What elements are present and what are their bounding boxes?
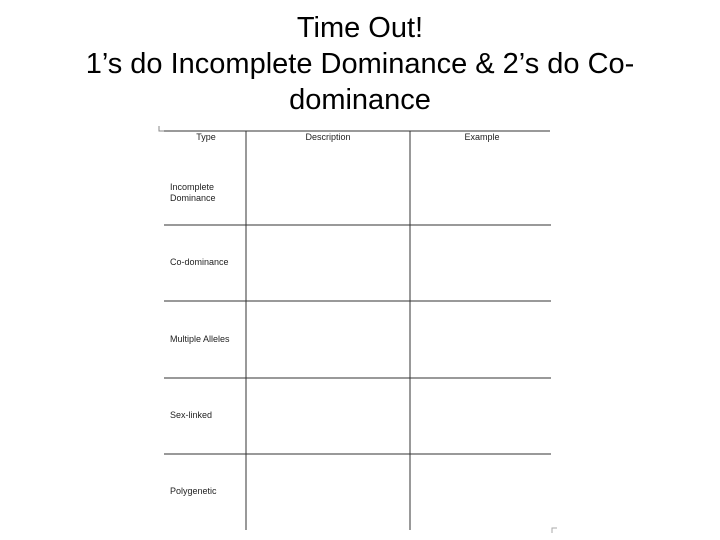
header-example: Example (464, 132, 500, 142)
inheritance-types-table (158, 124, 558, 534)
title-line-1: Time Out! (296, 12, 424, 44)
row-type-multiple-alleles: Multiple Alleles (170, 334, 230, 344)
row-type-incomplete-line-2: Dominance (170, 193, 216, 203)
row-type-polygenetic: Polygenetic (170, 486, 217, 496)
row-type-sex-linked: Sex-linked (170, 410, 213, 420)
slide-title (0, 10, 720, 118)
corner-mark-bottom-right (552, 528, 557, 533)
header-description: Description (305, 132, 351, 142)
corner-mark-top-left (159, 126, 164, 131)
row-type-codominance: Co-dominance (170, 257, 229, 267)
title-line-3: dominance (289, 84, 431, 116)
header-type: Type (196, 132, 216, 142)
row-type-incomplete-line-1: Incomplete (170, 182, 215, 192)
title-line-2: 1’s do Incomplete Dominance & 2’s do Co- (85, 48, 635, 80)
